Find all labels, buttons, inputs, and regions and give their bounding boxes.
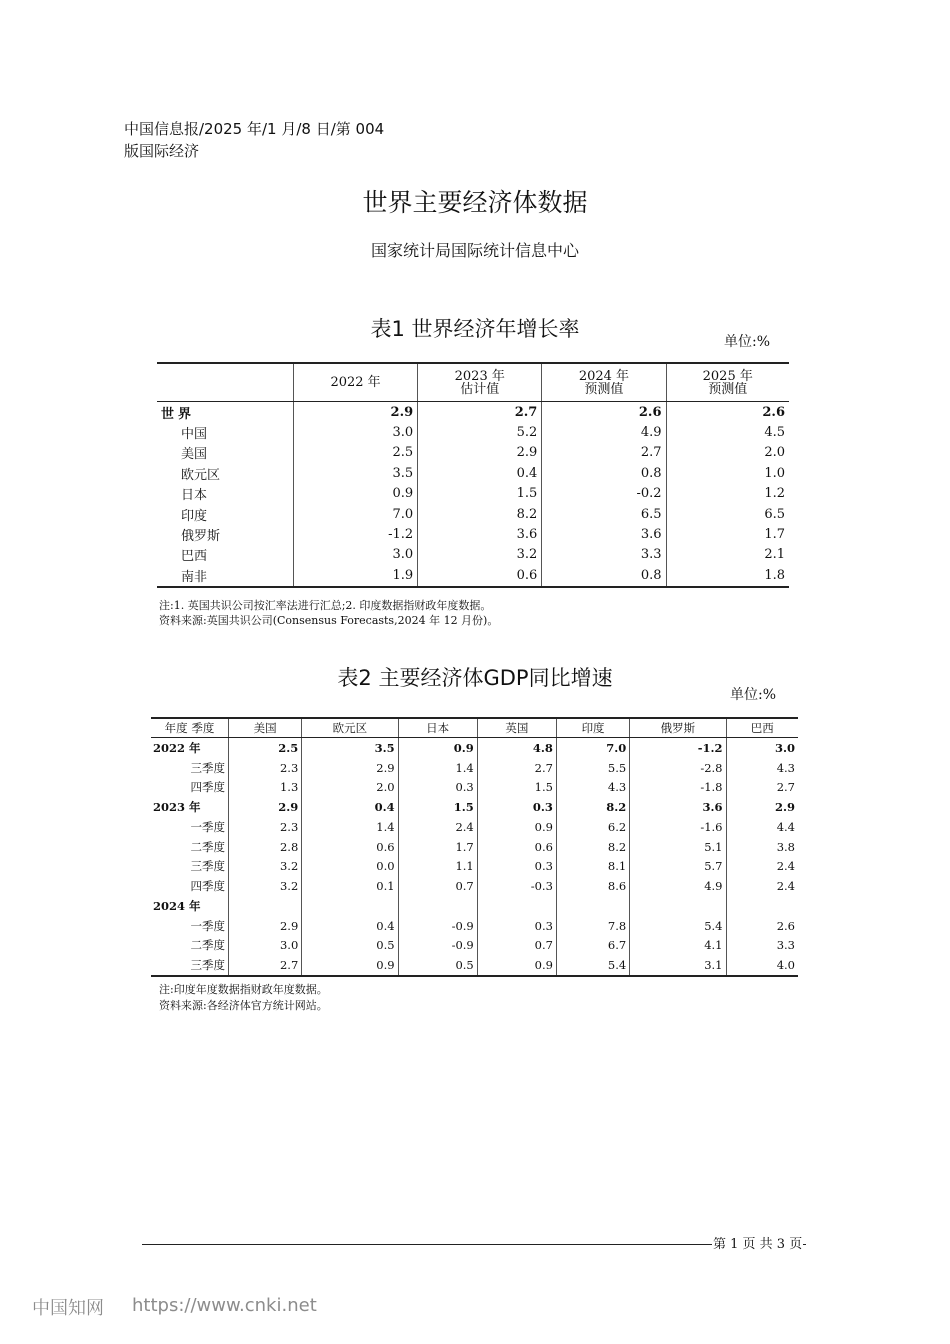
row-label: 四季度 — [190, 780, 225, 795]
column-header: 年度 季度 — [151, 718, 229, 738]
table-row — [151, 797, 798, 817]
column-header: 英国 — [477, 718, 556, 738]
table-cell: 3.5 — [302, 738, 398, 758]
row-label: 三季度 — [190, 760, 225, 775]
table-cell: -0.9 — [398, 916, 477, 936]
table-cell: 2.1 — [666, 545, 789, 565]
table-cell: 2.7 — [418, 402, 542, 423]
table-cell: 4.3 — [726, 758, 798, 778]
table-cell: -1.2 — [294, 524, 418, 544]
table-cell: 3.2 — [229, 857, 302, 877]
table-cell: 2.3 — [229, 758, 302, 778]
table-cell: 3.1 — [630, 955, 726, 976]
table-row — [151, 857, 798, 877]
row-label: 世界 — [161, 406, 196, 422]
table-cell: 8.2 — [418, 504, 542, 524]
table-cell: 2.9 — [726, 797, 798, 817]
table-cell: 2.7 — [477, 758, 556, 778]
row-label: 四季度 — [190, 879, 225, 894]
column-header: 巴西 — [726, 718, 798, 738]
table1-source: 资料来源:英国共识公司(Consensus Forecasts,2024 年 12 月份)。 — [159, 614, 499, 627]
table-cell: 1.8 — [666, 565, 789, 586]
table-cell: 2.6 — [726, 916, 798, 936]
row-label: 一季度 — [190, 918, 225, 933]
table-cell: 3.6 — [418, 524, 542, 544]
source-line-1: 中国信息报/2025 年/1 月/8 日/第 004 — [124, 120, 385, 138]
table1-note: 注:1. 英国共识公司按汇率法进行汇总;2. 印度数据指财政年度数据。 — [159, 599, 492, 612]
table-cell: 3.2 — [229, 876, 302, 896]
table-cell — [556, 896, 629, 916]
row-label: 巴西 — [181, 549, 208, 565]
table-cell: 1.0 — [666, 463, 789, 483]
table-cell: 1.1 — [398, 857, 477, 877]
row-label: 日本 — [181, 488, 208, 504]
row-label: 欧元区 — [181, 467, 221, 483]
row-label: 三季度 — [190, 958, 225, 973]
row-label: 2024 年 — [153, 898, 201, 913]
table-cell: 2.6 — [666, 402, 789, 423]
author-org: 国家统计局国际统计信息中心 — [370, 241, 579, 260]
table1-header-2022: 2022 年 — [294, 363, 418, 402]
table-cell: 2.5 — [294, 443, 418, 463]
table-cell: 2.9 — [229, 916, 302, 936]
table-cell: 7.8 — [556, 916, 629, 936]
table-row — [151, 837, 798, 857]
table-cell: 0.0 — [302, 857, 398, 877]
table-cell: 3.3 — [726, 936, 798, 956]
table-cell: 2.7 — [229, 955, 302, 976]
table1-header-2025: 2025 年 预测值 — [666, 363, 789, 402]
table-row — [157, 565, 789, 586]
table-cell: 1.2 — [666, 484, 789, 504]
table-cell: 2.5 — [229, 738, 302, 758]
table-cell: 4.3 — [556, 778, 629, 798]
table-cell: 0.6 — [477, 837, 556, 857]
table-cell: 3.0 — [726, 738, 798, 758]
table-cell — [302, 896, 398, 916]
table-cell: 3.0 — [229, 936, 302, 956]
table2-gdp-growth — [151, 717, 798, 977]
table-cell: -0.9 — [398, 936, 477, 956]
table-cell: 4.1 — [630, 936, 726, 956]
table1-header-2023: 2023 年 估计值 — [418, 363, 542, 402]
table-cell — [726, 896, 798, 916]
table-row — [157, 463, 789, 483]
row-label: 二季度 — [190, 938, 225, 953]
table-cell: 2.4 — [398, 817, 477, 837]
table-cell: 0.9 — [294, 484, 418, 504]
table-cell: 8.6 — [556, 876, 629, 896]
table-cell — [477, 896, 556, 916]
table-cell: 5.5 — [556, 758, 629, 778]
table-cell: 0.1 — [302, 876, 398, 896]
table-row — [157, 504, 789, 524]
table-cell: 6.2 — [556, 817, 629, 837]
table-cell: 2.4 — [726, 876, 798, 896]
table-cell — [229, 896, 302, 916]
table-cell — [630, 896, 726, 916]
table2-source: 资料来源:各经济体官方统计网站。 — [159, 999, 328, 1012]
table-row — [151, 916, 798, 936]
table-cell: 0.3 — [477, 916, 556, 936]
watermark-url: https://www.cnki.net — [132, 1295, 317, 1316]
table-cell: 5.1 — [630, 837, 726, 857]
table-cell: 1.5 — [477, 778, 556, 798]
table-cell: 3.2 — [418, 545, 542, 565]
table-cell: 0.9 — [477, 955, 556, 976]
table-cell: 6.5 — [542, 504, 666, 524]
table-cell: 2.9 — [294, 402, 418, 423]
table-cell: 4.0 — [726, 955, 798, 976]
table-cell: 1.4 — [302, 817, 398, 837]
table-cell: 1.3 — [229, 778, 302, 798]
table-cell: 3.3 — [542, 545, 666, 565]
table-cell: 1.5 — [418, 484, 542, 504]
table-cell: 0.4 — [302, 916, 398, 936]
table-cell: 2.9 — [418, 443, 542, 463]
table-cell: -1.2 — [630, 738, 726, 758]
table-row — [157, 443, 789, 463]
table-cell: 1.4 — [398, 758, 477, 778]
table-cell: 2.7 — [542, 443, 666, 463]
table-cell: 2.6 — [542, 402, 666, 423]
table-cell: 7.0 — [556, 738, 629, 758]
table-cell: 8.2 — [556, 837, 629, 857]
table2-unit: 单位:% — [730, 687, 777, 703]
table1-header-row — [157, 363, 789, 402]
table2-caption: 表2 主要经济体GDP同比增速 — [337, 666, 613, 690]
table-cell: 0.7 — [477, 936, 556, 956]
column-header: 日本 — [398, 718, 477, 738]
table-cell: 6.7 — [556, 936, 629, 956]
table-cell: 0.9 — [398, 738, 477, 758]
table-cell: 4.9 — [542, 422, 666, 442]
table-row — [157, 545, 789, 565]
table-cell: 2.3 — [229, 817, 302, 837]
table-cell: 2.0 — [666, 443, 789, 463]
table-cell: 5.4 — [556, 955, 629, 976]
row-label: 2023 年 — [153, 800, 201, 815]
table-cell: 1.7 — [666, 524, 789, 544]
table-row — [151, 955, 798, 976]
column-header: 美国 — [229, 718, 302, 738]
table-cell: 2.4 — [726, 857, 798, 877]
table-cell: 6.5 — [666, 504, 789, 524]
table-cell: 3.6 — [630, 797, 726, 817]
table-row — [151, 876, 798, 896]
table-cell: 3.8 — [726, 837, 798, 857]
footer-divider — [142, 1244, 806, 1245]
table-row — [151, 896, 798, 916]
table-row — [151, 778, 798, 798]
table-cell: 8.1 — [556, 857, 629, 877]
table-row — [151, 738, 798, 758]
row-label: 印度 — [181, 508, 208, 524]
table-row — [157, 524, 789, 544]
table-cell: 0.9 — [302, 955, 398, 976]
table1-header-blank — [157, 363, 294, 402]
table1-header-2024: 2024 年 预测值 — [542, 363, 666, 402]
table-cell: 0.4 — [302, 797, 398, 817]
row-label: 中国 — [181, 427, 208, 443]
table-cell: 2.9 — [302, 758, 398, 778]
table-cell: 0.8 — [542, 565, 666, 586]
table-cell: -2.8 — [630, 758, 726, 778]
column-header: 印度 — [556, 718, 629, 738]
table-cell: 2.8 — [229, 837, 302, 857]
watermark-brand: 中国知网 — [32, 1298, 104, 1319]
table-cell: 2.9 — [229, 797, 302, 817]
table1-caption: 表1 世界经济年增长率 — [370, 317, 580, 341]
table2-note: 注:印度年度数据指财政年度数据。 — [159, 983, 328, 996]
table-cell: 0.5 — [302, 936, 398, 956]
table1-growth-rate — [157, 362, 789, 588]
table-cell: 0.3 — [398, 778, 477, 798]
page-number: 第 1 页 共 3 页 — [712, 1233, 803, 1252]
column-header: 俄罗斯 — [630, 718, 726, 738]
table-cell: 0.8 — [542, 463, 666, 483]
row-label: 二季度 — [190, 839, 225, 854]
column-header: 欧元区 — [302, 718, 398, 738]
table-cell: -0.3 — [477, 876, 556, 896]
table-cell: 8.2 — [556, 797, 629, 817]
table-cell: 3.0 — [294, 545, 418, 565]
table-cell: 3.0 — [294, 422, 418, 442]
table-cell: -1.8 — [630, 778, 726, 798]
row-label: 一季度 — [190, 819, 225, 834]
table-cell: 0.3 — [477, 797, 556, 817]
table-row — [157, 422, 789, 442]
table-cell: 4.9 — [630, 876, 726, 896]
table-cell: 4.8 — [477, 738, 556, 758]
page-title: 世界主要经济体数据 — [362, 188, 588, 217]
table-row — [151, 936, 798, 956]
table-cell: 0.3 — [477, 857, 556, 877]
table-cell: 5.7 — [630, 857, 726, 877]
table-cell: 7.0 — [294, 504, 418, 524]
table2-header-row — [151, 718, 798, 738]
row-label: 美国 — [181, 447, 208, 463]
table-cell: 1.7 — [398, 837, 477, 857]
table-cell: 2.7 — [726, 778, 798, 798]
table-cell: 3.6 — [542, 524, 666, 544]
table1-unit: 单位:% — [724, 334, 771, 350]
table-cell: 1.5 — [398, 797, 477, 817]
table-cell — [398, 896, 477, 916]
row-label: 三季度 — [190, 859, 225, 874]
table-cell: 0.6 — [302, 837, 398, 857]
table-cell: 0.7 — [398, 876, 477, 896]
table-cell: -0.2 — [542, 484, 666, 504]
table-cell: 3.5 — [294, 463, 418, 483]
table-cell: 2.0 — [302, 778, 398, 798]
table-row — [157, 402, 789, 423]
row-label: 2022 年 — [153, 740, 201, 755]
table-row — [157, 484, 789, 504]
table-cell: 4.5 — [666, 422, 789, 442]
table-cell: 4.4 — [726, 817, 798, 837]
table-cell: 0.5 — [398, 955, 477, 976]
table-row — [151, 758, 798, 778]
table-cell: 1.9 — [294, 565, 418, 586]
row-label: 俄罗斯 — [181, 529, 221, 545]
table-cell: -1.6 — [630, 817, 726, 837]
table-cell: 5.2 — [418, 422, 542, 442]
table-cell: 5.4 — [630, 916, 726, 936]
table-cell: 0.4 — [418, 463, 542, 483]
table-cell: 0.9 — [477, 817, 556, 837]
row-label: 南非 — [181, 569, 208, 585]
table-cell: 0.6 — [418, 565, 542, 586]
source-line-2: 版国际经济 — [124, 142, 200, 160]
table-row — [151, 817, 798, 837]
